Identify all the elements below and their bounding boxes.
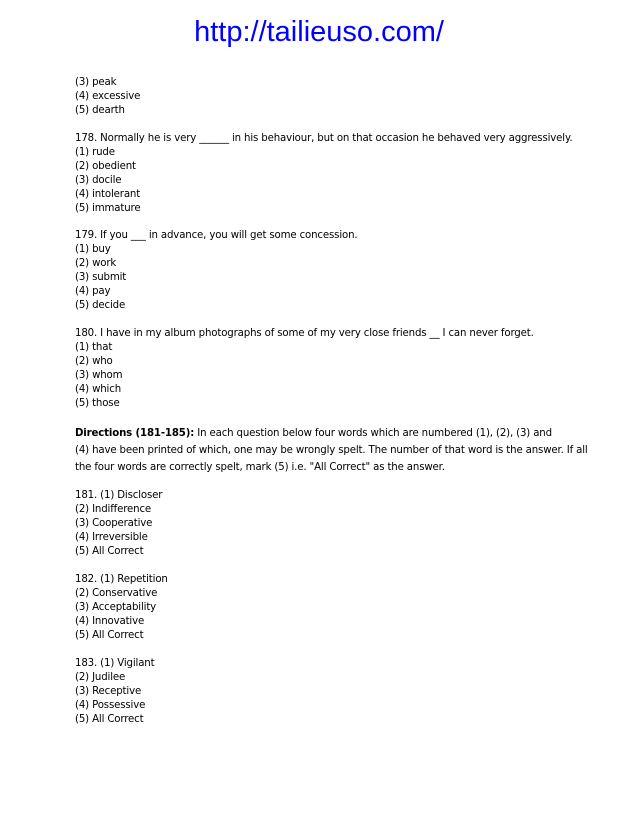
option: (3) Receptive [75,685,142,697]
option: (5) immature [75,202,141,214]
option: (4) Irreversible [75,532,148,544]
directions-line-3: the four words are correctly spelt, mark (5) i.e. "All Correct" as the answer. [75,461,445,473]
option: (2) obedient [75,160,136,172]
directions-line-1 [75,425,575,442]
option: (1) rude [75,146,115,158]
option: (2) Conservative [75,588,158,600]
option: (2) who [75,356,113,368]
option: (3) docile [75,174,122,186]
option: (5) decide [75,300,126,312]
option: (5) All Correct [75,713,144,725]
question-179: 179. If you ___ in advance, you will get some concession. [75,230,358,242]
question-178: 178. Normally he is very ______ in his behaviour, but on that occasion he behaved very aggressively. [75,132,573,144]
directions-label: Directions (181-185): [75,427,195,439]
question-180: 180. I have in my album photographs of some of my very close friends __ I can never forget. [75,328,534,340]
option: (5) All Correct [75,546,144,558]
directions-text: In each question below four words which are numbered (1), (2), (3) and [194,427,552,439]
option: (2) Indifference [75,504,152,516]
option: (4) Innovative [75,616,145,628]
question-183: 183. (1) Vigilant [75,657,155,669]
site-link[interactable]: http://tailieuso.com/ [194,16,444,48]
option: (3) peak [75,77,117,88]
option: (4) which [75,384,121,396]
option: (3) Cooperative [75,518,153,530]
option: (5) dearth [75,105,125,116]
option: (5) All Correct [75,630,144,642]
option: (1) buy [75,244,111,256]
option: (5) those [75,398,120,410]
document-body [75,76,588,727]
option: (4) Possessive [75,699,146,711]
option: (4) excessive [75,91,141,102]
option: (3) whom [75,370,123,382]
option: (4) pay [75,286,111,298]
option: (2) work [75,258,117,270]
option: (3) Acceptability [75,602,157,614]
option: (4) intolerant [75,188,141,200]
option: (1) that [75,342,113,354]
question-181: 181. (1) Discloser [75,490,163,502]
directions-line-2: (4) have been printed of which, one may be wrongly spelt. The number of that word is the answer. If all [75,444,588,456]
option: (2) Judilee [75,671,126,683]
option: (3) submit [75,272,127,284]
question-182: 182. (1) Repetition [75,574,168,586]
